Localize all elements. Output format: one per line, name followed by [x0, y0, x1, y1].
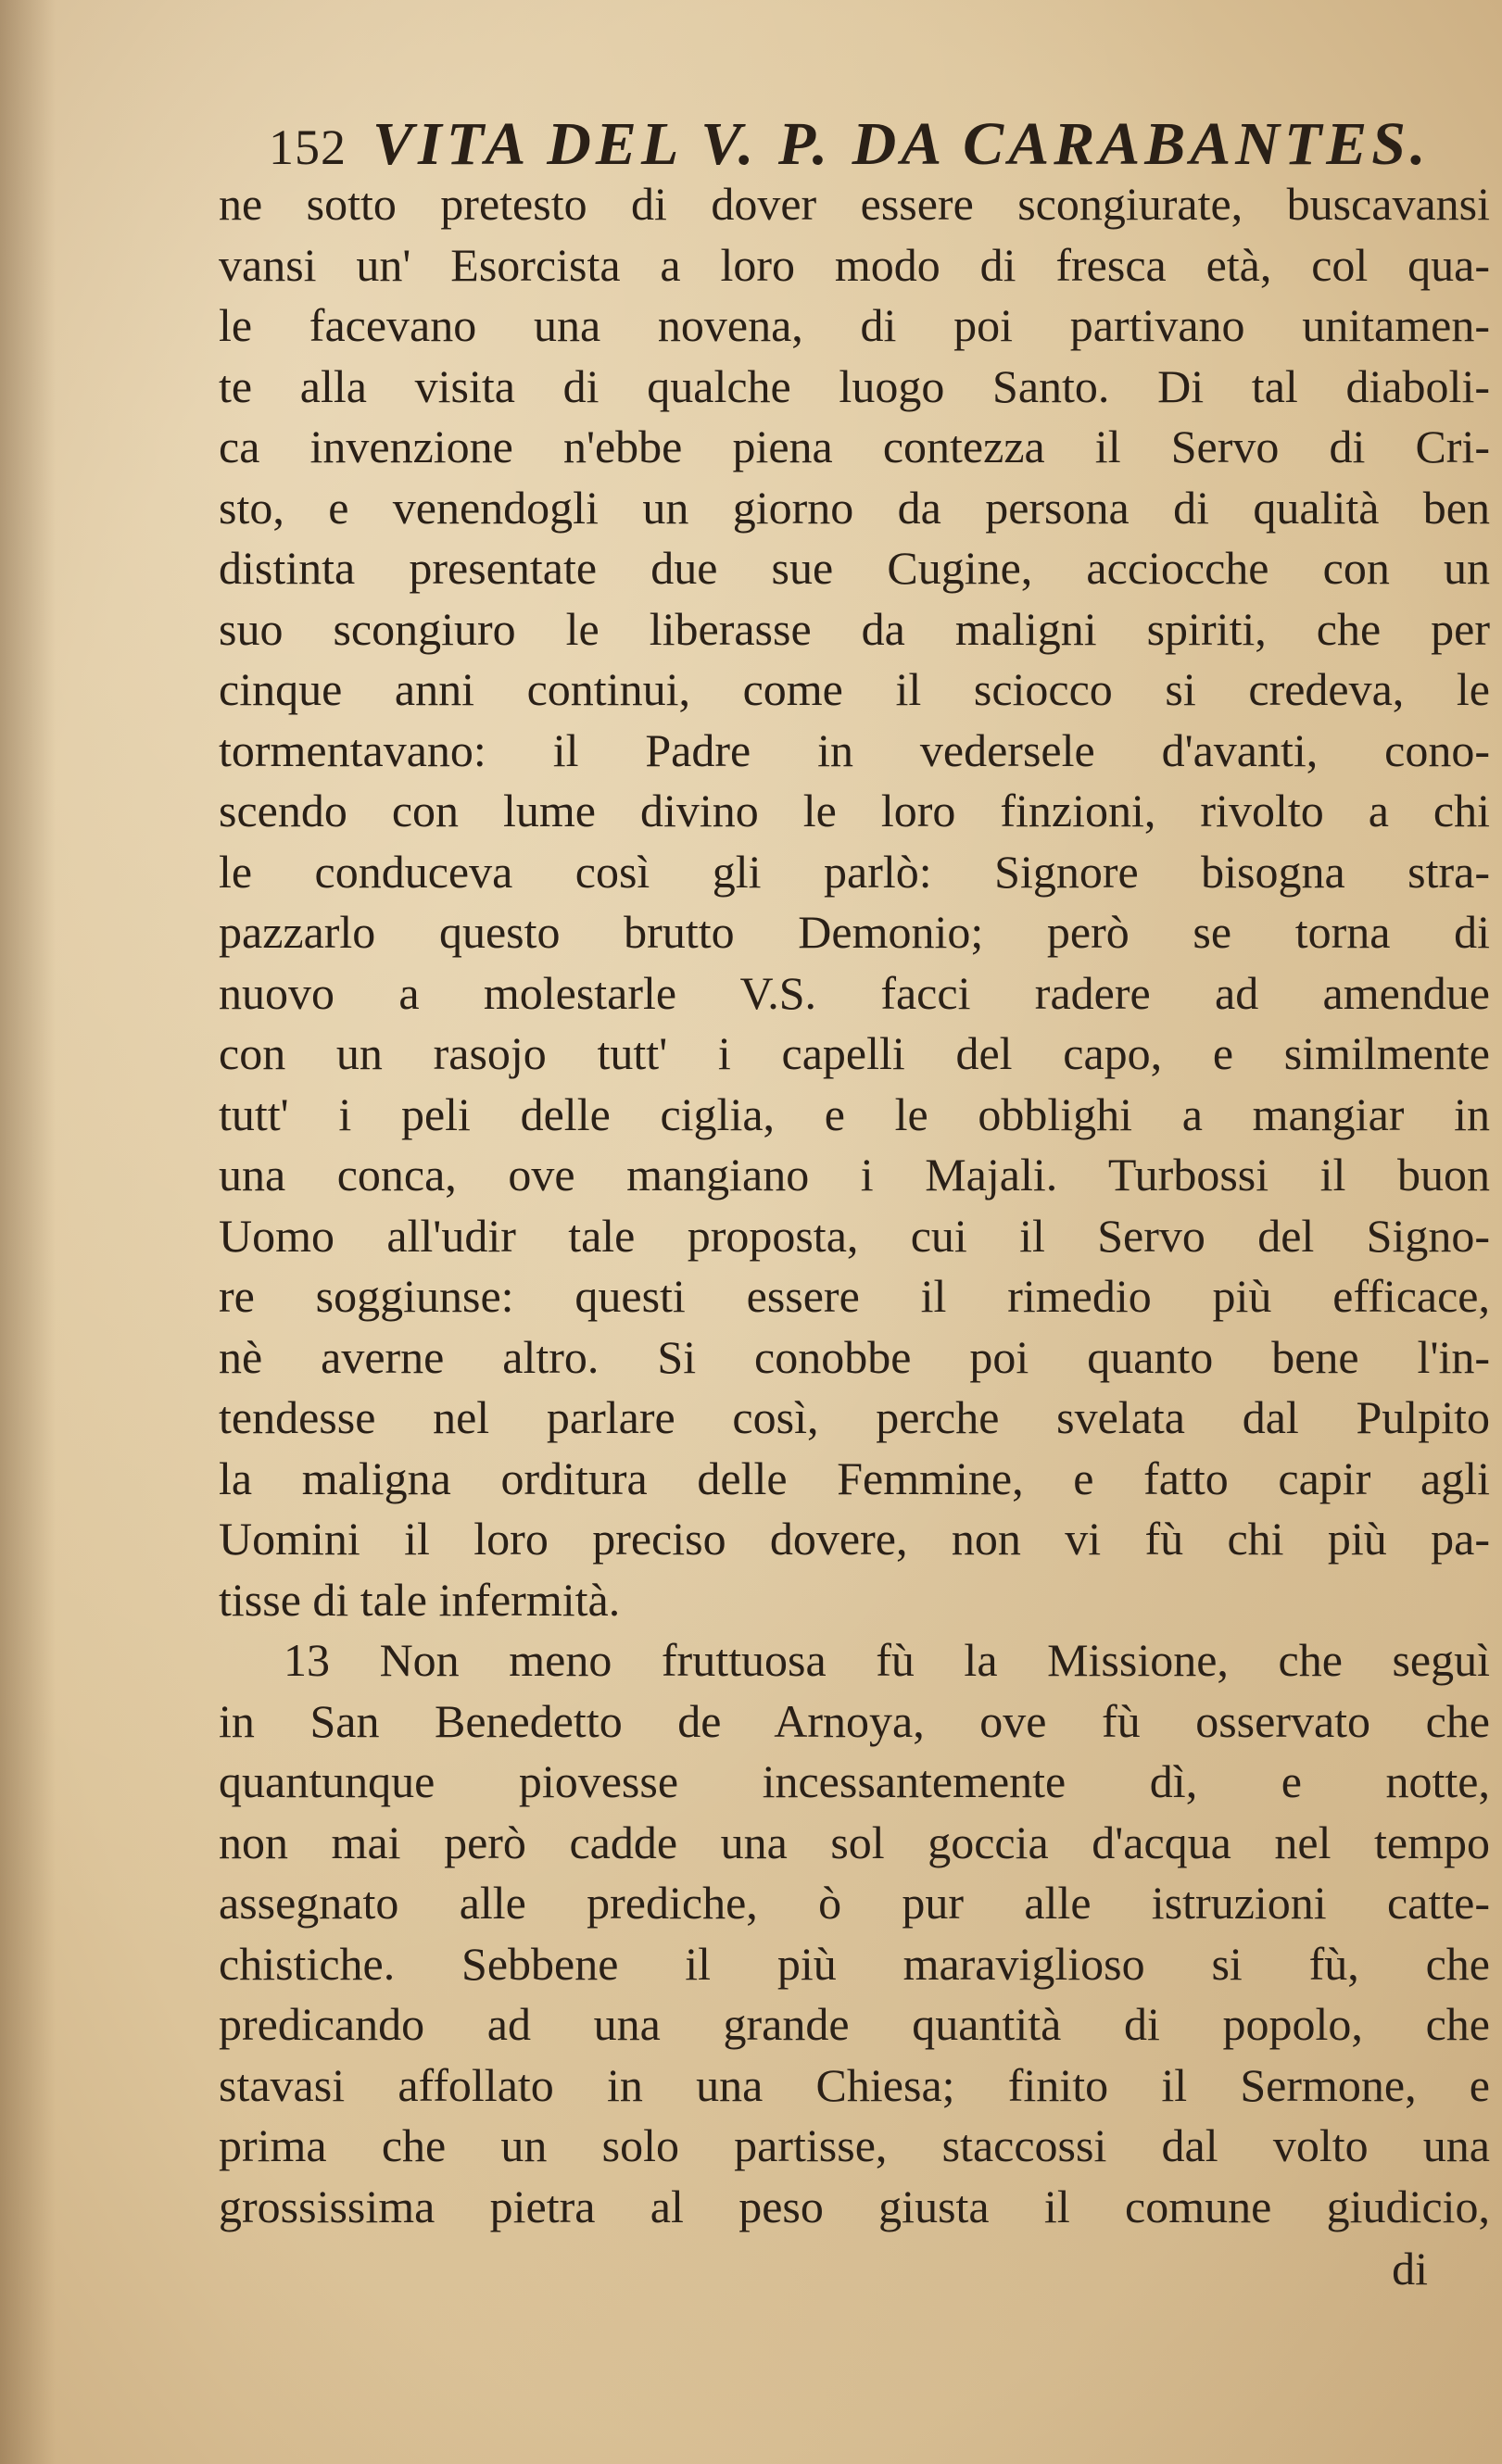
text-line: ca invenzione n'ebbe piena contezza il Servo di Cri-	[219, 421, 1490, 472]
text-line: predicando ad una grande quantità di popolo, che	[219, 1998, 1490, 2050]
text-line: suo scongiuro le liberasse da maligni spiriti, che per	[219, 602, 1490, 655]
text-line: la maligna orditura delle Femmine, e fatto capir agli	[219, 1452, 1490, 1504]
catchword: di	[1392, 2243, 1428, 2294]
text-line: grossissima pietra al peso giusta il comune giudicio,	[219, 2180, 1490, 2232]
text-line: le conduceva così gli parlò: Signore bisogna stra-	[219, 845, 1490, 898]
text-line: tutt' i peli delle ciglia, e le obblighi a mangiar in	[219, 1087, 1490, 1140]
running-head: VITA DEL V. P. DA CARABANTES.	[372, 110, 1431, 178]
text-line: una conca, ove mangiano i Majali. Turbossi il buon	[219, 1149, 1490, 1201]
paragraph-start-line: 13 Non meno fruttuosa fù la Missione, che seguì	[284, 1634, 1490, 1686]
text-line: assegnato alle prediche, ò pur alle istruzioni catte-	[219, 1877, 1490, 1929]
text-line: stavasi affollato in una Chiesa; finito il Sermone, e	[219, 2058, 1490, 2111]
paragraph-end-line: tisse di tale infermità.	[219, 1573, 621, 1626]
page-number: 152	[269, 119, 347, 175]
text-line: distinta presentate due sue Cugine, acciocche con un	[219, 542, 1490, 594]
text-line: Uomo all'udir tale proposta, cui il Servo del Signo-	[219, 1209, 1490, 1262]
text-line: chistiche. Sebbene il più maraviglioso si fù, che	[219, 1937, 1490, 1990]
text-line: tormentavano: il Padre in vedersele d'avanti, cono-	[219, 723, 1490, 776]
text-line: te alla visita di qualche luogo Santo. Di tal diaboli-	[219, 359, 1490, 412]
text-line: nè averne altro. Si conobbe poi quanto bene l'in-	[219, 1330, 1490, 1383]
text-line: quantunque piovesse incessantemente dì, e notte,	[219, 1755, 1490, 1807]
text-line: non mai però cadde una sol goccia d'acqua nel tempo	[219, 1816, 1490, 1868]
text-line: con un rasojo tutt' i capelli del capo, e similmente	[219, 1027, 1490, 1079]
text-line: scendo con lume divino le loro finzioni, rivolto a chi	[219, 785, 1490, 836]
text-line: le facevano una novena, di poi partivano unitamen-	[219, 299, 1490, 351]
body-text	[219, 174, 1490, 2237]
text-line: tendesse nel parlare così, perche svelata dal Pulpito	[219, 1391, 1490, 1443]
text-line: ne sotto pretesto di dover essere scongiurate, buscavansi	[219, 178, 1490, 230]
text-line: re soggiunse: questi essere il rimedio più efficace,	[219, 1270, 1490, 1322]
text-line: cinque anni continui, come il sciocco si credeva, le	[219, 663, 1490, 715]
text-line: pazzarlo questo brutto Demonio; però se torna di	[219, 906, 1490, 958]
text-line: nuovo a molestarle V.S. facci radere ad amendue	[219, 966, 1490, 1019]
text-line: Uomini il loro preciso dovere, non vi fù chi più pa-	[219, 1513, 1490, 1565]
text-line: in San Benedetto de Arnoya, ove fù osservato che	[219, 1694, 1490, 1747]
text-line: prima che un solo partisse, staccossi dal volto una	[219, 2119, 1490, 2171]
gutter-shadow	[0, 0, 56, 2464]
text-line: sto, e venendogli un giorno da persona di qualità ben	[219, 481, 1490, 534]
text-line: vansi un' Esorcista a loro modo di fresca età, col qua-	[219, 238, 1490, 291]
